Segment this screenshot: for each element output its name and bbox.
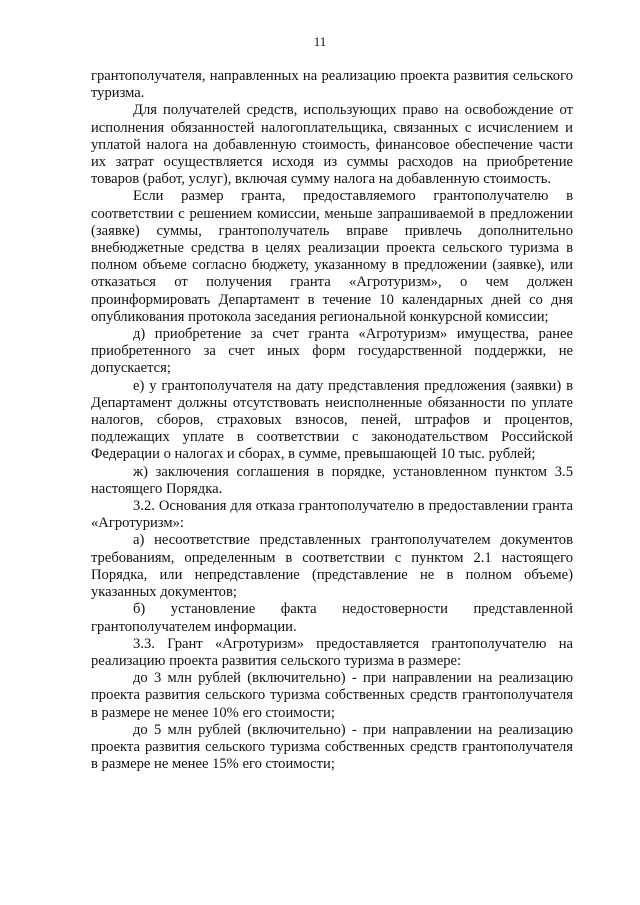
paragraph: до 5 млн рублей (включительно) - при направлении на реализацию проекта развития сельского туризма собственных средств грантополучателя в размере не менее 15% его стоимости; [91, 721, 573, 773]
paragraph: до 3 млн рублей (включительно) - при направлении на реализацию проекта развития сельского туризма собственных средств грантополучателя в размере не менее 10% его стоимости; [91, 670, 573, 721]
paragraph: ж) заключения соглашения в порядке, установленном пунктом 3.5 настоящего Порядка. [91, 463, 573, 497]
paragraph: грантополучателя, направленных на реализацию проекта развития сельского туризма. [91, 68, 573, 102]
document-body [91, 68, 573, 773]
paragraph: е) у грантополучателя на дату представления предложения (заявки) в Департамент должны отсутствовать неисполненные обязанности по уплате налогов, сборов, страховых взносов, пеней, штрафов и процентов, подлежащих уплате в соответствии с законодательством Российской Федерации о налогах и сборах, в сумме, превышающей 10 тыс. рублей; [91, 377, 573, 463]
paragraph: а) несоответствие представленных грантополучателем документов требованиям, определенным в соответствии с пунктом 2.1 настоящего Порядка, или непредставление (представление не в полном объеме) указанных документов; [91, 532, 573, 601]
paragraph: Для получателей средств, использующих право на освобождение от исполнения обязанностей налогоплательщика, связанных с исчислением и уплатой налога на добавленную стоимость, финансовое обеспечение части их затрат осуществляется исходя из суммы расходов на приобретение товаров (работ, услуг), включая сумму налога на добавленную стоимость. [91, 102, 573, 188]
paragraph: 3.3. Грант «Агротуризм» предоставляется грантополучателю на реализацию проекта развития сельского туризма в размере: [91, 635, 573, 669]
paragraph: Если размер гранта, предоставляемого грантополучателю в соответствии с решением комиссии, меньше запрашиваемой в предложении (заявке) суммы, грантополучатель вправе привлечь дополнительно внебюджетные средства в целях реализации проекта сельского туризма в полном объеме согласно бюджету, указанному в предложении (заявке), или отказаться от получения гранта «Агротуризм», о чем должен проинформировать Департамент в течение 10 календарных дней со дня опубликования протокола заседания региональной конкурсной комиссии; [91, 188, 573, 325]
paragraph: д) приобретение за счет гранта «Агротуризм» имущества, ранее приобретенного за счет иных форм государственной поддержки, не допускается; [91, 326, 573, 377]
page-number: 11 [313, 34, 327, 49]
paragraph: 3.2. Основания для отказа грантополучателю в предоставлении гранта «Агротуризм»: [91, 498, 573, 532]
paragraph: б) установление факта недостоверности представленной грантополучателем информации. [91, 601, 573, 635]
